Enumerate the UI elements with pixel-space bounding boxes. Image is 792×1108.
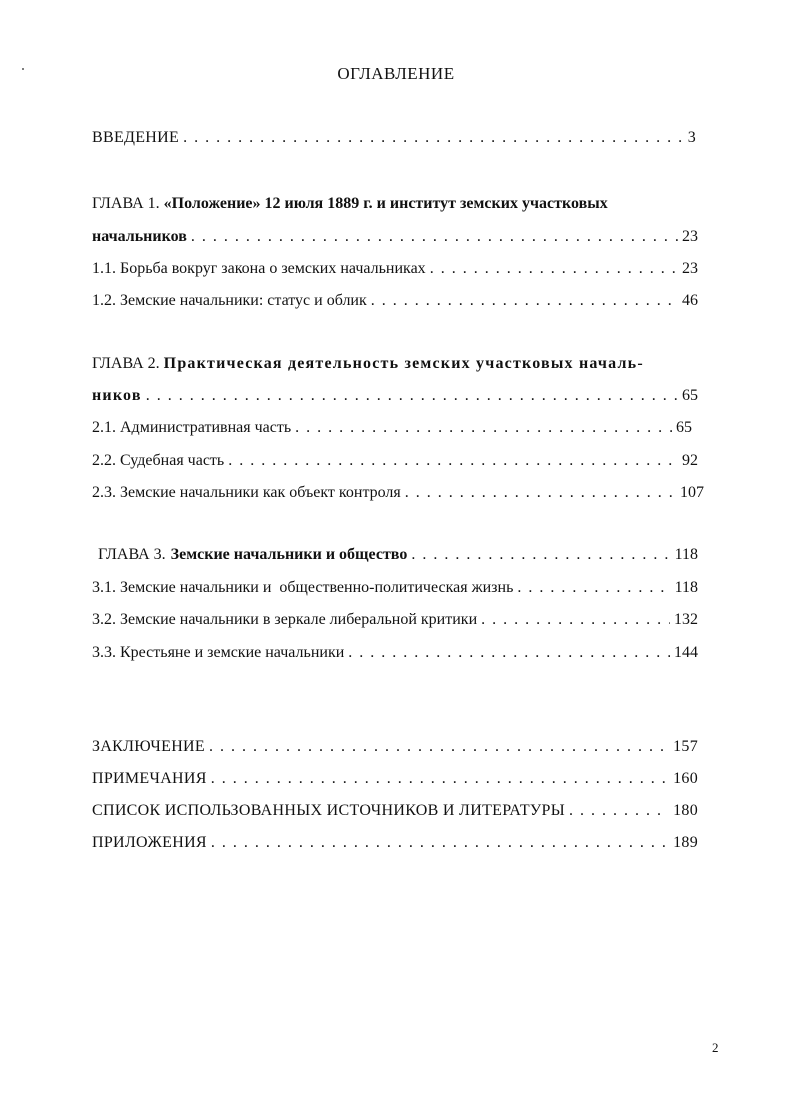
dot-leader	[481, 610, 670, 630]
dot-leader	[211, 833, 669, 853]
chapter-1-prefix: ГЛАВА 1.	[92, 195, 160, 212]
chapter-2-heading[interactable]	[92, 354, 644, 374]
toc-entry-2-3[interactable]	[92, 483, 704, 503]
toc-entry-2-2[interactable]	[92, 451, 698, 471]
dot-leader	[405, 483, 676, 503]
toc-entry-notes[interactable]	[92, 769, 698, 789]
toc-entry-page: 107	[680, 484, 704, 501]
toc-entry-bibliography[interactable]	[92, 801, 698, 821]
toc-entry-label: ЗАКЛЮЧЕНИЕ	[92, 738, 205, 755]
toc-entry-label: 1.1. Борьба вокруг закона о земских начальниках	[92, 260, 426, 277]
toc-entry-page: 189	[673, 834, 698, 851]
dot-leader	[146, 386, 678, 406]
toc-entry-3-3[interactable]	[92, 643, 698, 663]
chapter-3-prefix: ГЛАВА 3.	[98, 546, 166, 563]
toc-entry-label: 3.3. Крестьяне и земские начальники	[92, 644, 345, 661]
chapter-1-page: 23	[682, 228, 698, 245]
toc-entry-conclusion[interactable]	[92, 737, 698, 757]
toc-entry-label: 2.2. Судебная часть	[92, 452, 225, 469]
toc-entry-label: 2.3. Земские начальники как объект контроля	[92, 484, 401, 501]
toc-entry-page: 144	[674, 644, 698, 661]
toc-entry-page: 157	[673, 738, 698, 755]
toc-entry-page: 180	[673, 802, 698, 819]
toc-entry-page: 3	[687, 129, 696, 146]
toc-entry-page: 118	[674, 579, 698, 596]
dot-leader	[211, 769, 669, 789]
chapter-1-heading[interactable]	[92, 194, 608, 214]
chapter-2-title-line2: ников	[92, 387, 142, 404]
dot-leader	[183, 128, 684, 148]
dot-leader	[517, 578, 670, 598]
toc-entry-2-1[interactable]	[92, 418, 692, 438]
dot-leader	[411, 545, 670, 565]
toc-entry-label: ВВЕДЕНИЕ	[92, 129, 180, 146]
toc-entry-label: 3.2. Земские начальники в зеркале либеральной критики	[92, 611, 478, 628]
chapter-1-title-line2: начальников	[92, 228, 187, 245]
dot-leader	[348, 643, 670, 663]
toc-entry-1-1[interactable]	[92, 259, 698, 279]
dot-leader	[371, 291, 678, 311]
toc-entry-intro[interactable]	[92, 128, 696, 148]
toc-entry-label: ПРИЛОЖЕНИЯ	[92, 834, 207, 851]
chapter-2-heading-cont[interactable]	[92, 386, 698, 406]
chapter-2-prefix: ГЛАВА 2.	[92, 355, 160, 372]
toc-entry-page: 23	[682, 260, 698, 277]
toc-entry-3-1[interactable]	[92, 578, 698, 598]
chapter-3-heading[interactable]	[98, 545, 698, 565]
chapter-3-title: Земские начальники и общество	[170, 546, 408, 563]
chapter-2-title-line1: Практическая деятельность земских участковых началь-	[163, 355, 644, 372]
toc-entry-page: 132	[674, 611, 698, 628]
chapter-2-page: 65	[682, 387, 698, 404]
toc-entry-page: 46	[682, 292, 698, 309]
toc-entry-1-2[interactable]	[92, 291, 698, 311]
toc-entry-label: 3.1. Земские начальники и общественно-политическая жизнь	[92, 579, 514, 596]
chapter-1-title-line1: «Положение» 12 июля 1889 г. и институт земских участковых	[163, 195, 608, 212]
page-number: 2	[712, 1040, 719, 1055]
dot-leader	[191, 227, 678, 247]
toc-title: ОГЛАВЛЕНИЕ	[337, 64, 455, 83]
toc-entry-label: СПИСОК ИСПОЛЬЗОВАННЫХ ИСТОЧНИКОВ И ЛИТЕРАТУРЫ	[92, 802, 565, 819]
dot-leader	[295, 418, 672, 438]
chapter-1-heading-cont[interactable]	[92, 227, 698, 247]
dot-leader	[209, 737, 669, 757]
dot-leader	[228, 451, 678, 471]
toc-entry-appendices[interactable]	[92, 833, 698, 853]
toc-entry-label: ПРИМЕЧАНИЯ	[92, 770, 207, 787]
toc-entry-label: 1.2. Земские начальники: статус и облик	[92, 292, 367, 309]
toc-entry-3-2[interactable]	[92, 610, 698, 630]
dot-leader	[430, 259, 678, 279]
toc-entry-label: 2.1. Административная часть	[92, 419, 292, 436]
toc-entry-page: 160	[673, 770, 698, 787]
toc-entry-page: 92	[682, 452, 698, 469]
toc-entry-page: 65	[676, 419, 692, 436]
dot-leader	[569, 801, 669, 821]
chapter-3-page: 118	[674, 546, 698, 563]
